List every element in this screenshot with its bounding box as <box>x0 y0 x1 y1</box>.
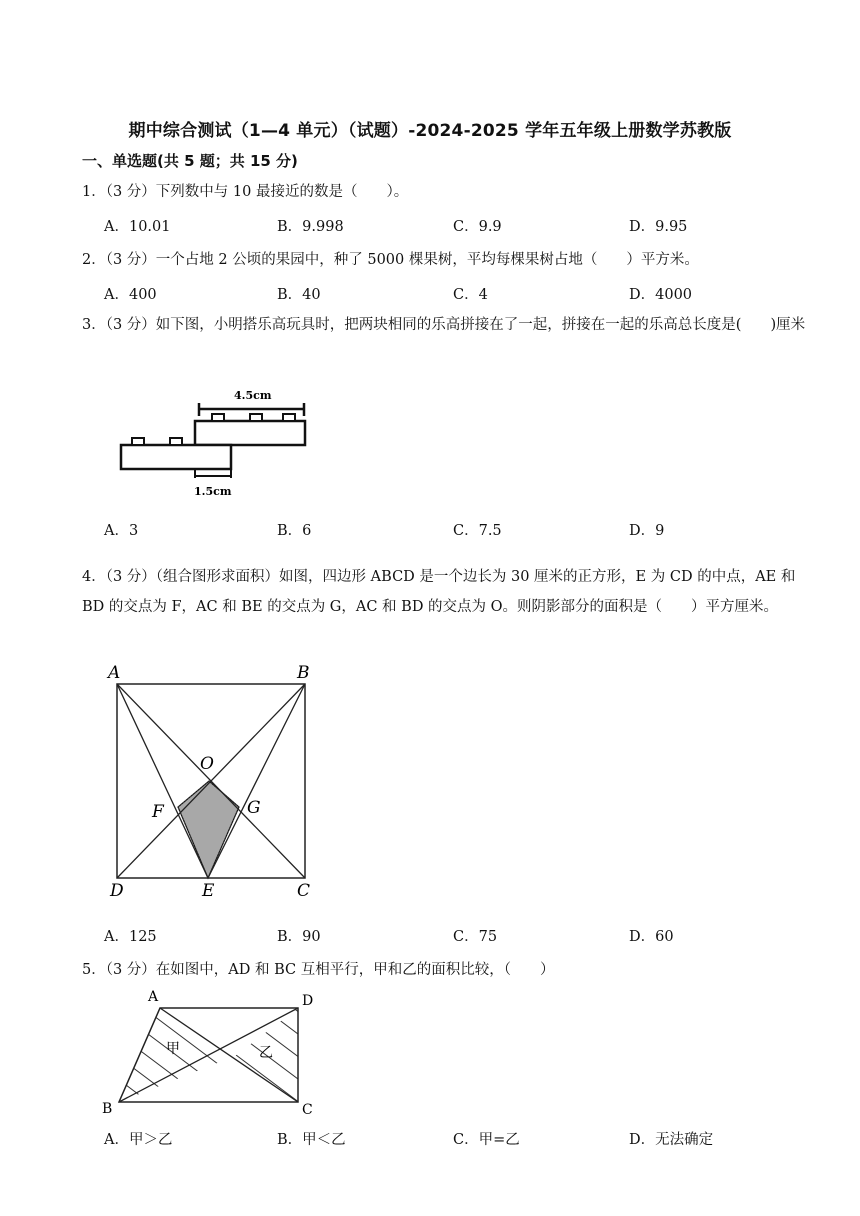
q4-option-c: C．75 <box>453 929 498 945</box>
q5-option-d: D．无法确定 <box>629 1132 714 1148</box>
q3-option-d: D．9 <box>629 523 665 539</box>
q2-option-d: D．4000 <box>629 287 693 303</box>
section-heading: 一、单选题(共 5 题；共 15 分) <box>82 152 298 170</box>
label-f: F <box>152 802 164 822</box>
question-3-stem: 3．（3 分）如下图，小明搭乐高玩具时，把两块相同的乐高拼接在了一起，拼接在一起的乐高总长度是( )厘米 <box>82 317 806 333</box>
label-g: G <box>247 798 261 818</box>
q4-option-d: D．60 <box>629 929 674 945</box>
question-2-stem: 2．（3 分）一个占地 2 公顷的果园中，种了 5000 棵果树，平均每棵果树占地（ ）平方米。 <box>82 252 699 268</box>
label-a: A <box>108 663 121 683</box>
label-d: D <box>302 993 314 1009</box>
top-length-label: 4.5cm <box>234 389 272 402</box>
region-yi-label: 乙 <box>259 1045 273 1061</box>
q1-option-c: C．9.9 <box>453 219 502 235</box>
square-figure <box>100 656 325 901</box>
q5-option-b: B．甲＜乙 <box>277 1132 346 1148</box>
q1-option-b: B．9.998 <box>277 219 344 235</box>
q1-option-d: D．9.95 <box>629 219 688 235</box>
page-title: 期中综合测试（1—4 单元）（试题）-2024-2025 学年五年级上册数学苏教版 <box>128 121 732 141</box>
overlap-length-label: 1.5cm <box>194 485 232 498</box>
q4-option-b: B．90 <box>277 929 321 945</box>
q3-option-c: C．7.5 <box>453 523 502 539</box>
q5-option-c: C．甲=乙 <box>453 1132 520 1148</box>
q2-option-b: B．40 <box>277 287 321 303</box>
region-jia-label: 甲 <box>166 1041 180 1057</box>
q4-option-a: A．125 <box>104 929 157 945</box>
lego-figure <box>112 383 318 501</box>
label-e: E <box>202 881 215 901</box>
label-b: B <box>297 663 310 683</box>
q3-option-a: A．3 <box>104 523 139 539</box>
label-a: A <box>148 989 159 1005</box>
q2-option-a: A．400 <box>104 287 157 303</box>
q2-option-c: C．4 <box>453 287 488 303</box>
q3-option-b: B．6 <box>277 523 312 539</box>
question-5-stem: 5．（3 分）在如图中，AD 和 BC 互相平行，甲和乙的面积比较，（ ） <box>82 962 555 978</box>
question-4-stem: 4．（3 分）（组合图形求面积）如图，四边形 ABCD 是一个边长为 30 厘米的正方形，E 为 CD 的中点，AE 和 BD 的交点为 F，AC 和 BE 的交点为 G，AC 和 BD 的交点为 O。则阴影部分的面积是（ ）平方厘米。 <box>82 569 796 615</box>
label-c: C <box>302 1102 313 1118</box>
q5-option-a: A．甲＞乙 <box>104 1132 173 1148</box>
label-b: B <box>102 1101 113 1117</box>
trapezoid-figure <box>96 985 328 1120</box>
q1-option-a: A．10.01 <box>104 219 171 235</box>
question-1-stem: 1．（3 分）下列数中与 10 最接近的数是（ ）。 <box>82 184 409 200</box>
label-o: O <box>200 754 214 774</box>
label-c: C <box>297 881 311 901</box>
label-d: D <box>110 881 124 901</box>
